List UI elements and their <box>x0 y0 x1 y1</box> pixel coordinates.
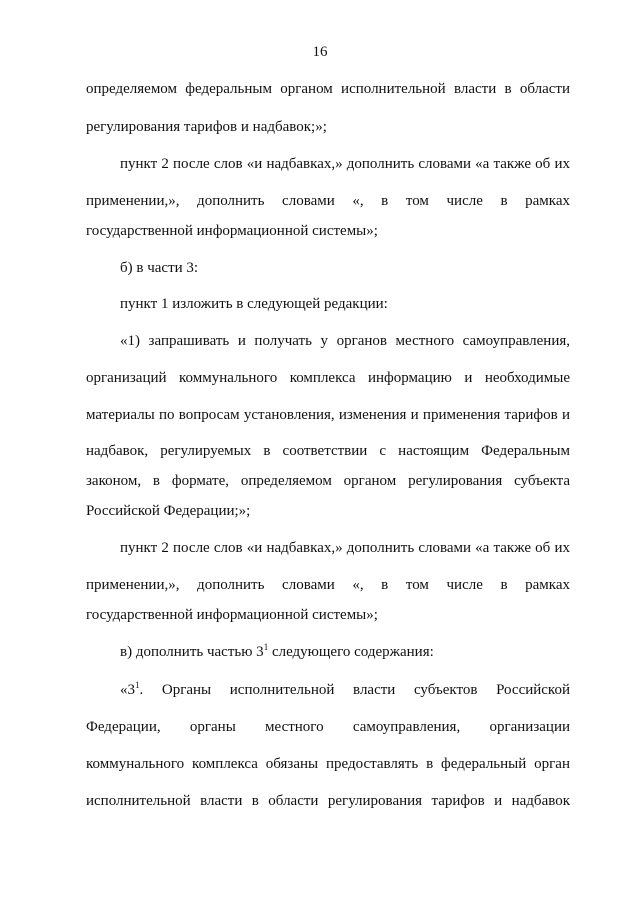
text-line: применении,», дополнить словами «, в том числе в рамках <box>86 577 570 593</box>
text-line: пункт 2 после слов «и надбавках,» дополнить словами «а также об их <box>120 540 570 556</box>
text-line: б) в части 3: <box>120 260 199 276</box>
text-line: Российской Федерации;»; <box>86 503 251 519</box>
page-number: 16 <box>312 44 328 60</box>
text-line: регулирования тарифов и надбавок;»; <box>86 119 327 135</box>
text-line: определяемом федеральным органом исполнительной власти в области <box>86 81 570 97</box>
text-line-item-3-1 <box>120 680 570 700</box>
text-line: коммунального комплекса обязаны предоставлять в федеральный орган <box>86 756 570 772</box>
text-line-part-3-1 <box>120 642 570 662</box>
text-line: применении,», дополнить словами «, в том числе в рамках <box>86 193 570 209</box>
text-fragment: в) дополнить частью 3 <box>120 644 264 660</box>
text-line: Федерации, органы местного самоуправления, организации <box>86 719 570 735</box>
text-line: «1) запрашивать и получать у органов местного самоуправления, <box>120 333 570 349</box>
superscript: 1 <box>135 680 140 690</box>
text-line: организаций коммунального комплекса информацию и необходимые <box>86 370 570 386</box>
text-line: государственной информационной системы»; <box>86 607 378 623</box>
superscript: 1 <box>263 642 269 652</box>
text-line: пункт 2 после слов «и надбавках,» дополнить словами «а также об их <box>120 156 570 172</box>
text-line: пункт 1 изложить в следующей редакции: <box>120 296 388 312</box>
text-fragment: «$3^1$. Органы исполнительной власти субъектов Российской <box>120 680 570 698</box>
text-line: надбавок, регулируемых в соответствии с настоящим Федеральным <box>86 443 570 459</box>
text-line: законом, в формате, определяемом органом регулирования субъекта <box>86 473 570 489</box>
text-line: материалы по вопросам установления, изменения и применения тарифов и <box>86 407 570 423</box>
text-line: исполнительной власти в области регулирования тарифов и надбавок <box>86 793 570 809</box>
text-line: государственной информационной системы»; <box>86 223 378 239</box>
text-fragment: . Органы исполнительной власти субъектов Российской <box>139 682 570 698</box>
text-fragment: следующего содержания: <box>271 644 434 660</box>
